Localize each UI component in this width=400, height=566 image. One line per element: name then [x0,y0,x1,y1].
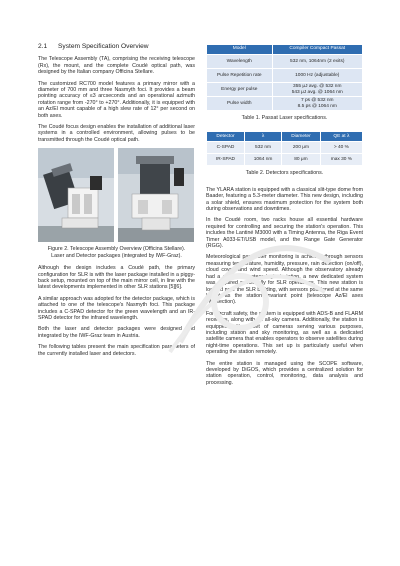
cell-line: 7 ps @ 532 nm [300,97,334,103]
cell-line: 543 μJ avg. @ 1064 nm [291,89,343,95]
cell-line: 8.5 ps @ 1064 nm [297,103,337,109]
telescope-photo-left [38,148,114,242]
left-column [38,44,195,362]
laser-spec-table [206,44,363,111]
paragraph: The following tables present the main specification parameters of the currently installed laser and detectors. [38,344,195,357]
table-header: QE at λ [320,132,362,142]
detector-spec-table [206,131,363,166]
paragraph: In the Coudé room, two racks house all essential hardware required for controlling and securing the station's operation. This includes the Lantiné M3000 with a Timing Antenna, the Riga Event Timer A033-ET/USB model, and the Range Gate Generator (RGG). [206,217,363,250]
table-row: Wavelength 532 nm, 1064nm (2 exits) [207,55,363,69]
table-header: Compiler Compact Passat [272,45,362,55]
table-caption: Table 2. Detectors specifications. [245,170,324,177]
table-row: IR-SPAD 1064 nm 80 μm max 30 % [207,154,363,166]
telescope-photo-right [118,148,194,242]
paragraph: Meteorological parameter monitoring is achieved through sensors measuring temperature, humidity, pressure, rain detection (on/off), cloud cover, and wind speed. Although the observatory already had a complete meteorological station, a new dedicated system was acquired specifically for SLR operations. This new station is located near the SLR building, with sensors positioned at the same height as the station invariant point (telescope Az/El axes intersection). [206,254,363,306]
table-row: C-SPAD 532 nm 200 μm > 40 % [207,142,363,154]
paragraph: The entire station is managed using the SCOPE software, developed by DiGOS, which provides a centralized solution for station operation, control, monitoring, data analysis and processing. [206,360,363,386]
paragraph: Both the laser and detector packages were designed and integrated by the IWF-Graz team in Austria. [38,326,195,339]
table-header: λ [244,132,281,142]
table-caption: Table 1. Passat Laser specifications. [241,115,328,121]
figure-photos [38,148,195,242]
table-row: Energy per pulse 355 μJ avg. @ 532 nm 543 μJ avg. @ 1064 nm [207,83,363,97]
paragraph: For aircraft safety, the system is equipped with ADS-B and FLARM receivers, along with an all-sky camera. Additionally, the station is equipped with a set of cameras serving various purposes, including station and sky monitoring, as well as a dedicated satellite camera that enables operators to observe satellites during night-time operations. This set up is particularly useful when operating the station remotely. [206,310,363,356]
section-heading: 2.1 System Specification Overview [38,43,149,50]
paragraph: The customized RC700 model features a primary mirror with a diameter of 700 mm and three Nasmyth foci. It provides a beam pointing accuracy of ≤3 arcseconds and an operational azimuth rotation range from -270° to +270°. Additionally, it is equipped with an Az/El mount capable of a high slew rate of 12° per second on both axes. [38,80,195,119]
figure-caption: Figure 2. Telescope Assembly Overview (Officina Stellare). Laser and Detector packages (integrated by IWF-Graz). [47,246,186,259]
multiline-cell [272,97,362,111]
multiline-cell [272,83,362,97]
paragraph: Although the design includes a Coudé path, the primary configuration for SLR is with the laser package installed in a piggy-back setup, mounted on top of the main mirror cell, in line with the latest developments implemented in other SLR stations [5][6]. [38,265,195,291]
cell-line: 355 μJ avg. @ 532 nm [293,83,342,89]
table-header: Diameter [282,132,321,142]
paragraph: The YLARA station is equipped with a classical slit-type dome from Baader, featuring a 5.3-meter diameter. This new design, including a solar shield, ensures maximum protection for the system both during observations and downtimes. [206,186,363,213]
table-row: Pulse width 7 ps @ 532 nm 8.5 ps @ 1064 nm [207,97,363,111]
paragraph: The Coudé focus design enables the installation of additional laser systems in a controlled environment, allowing pulses to be transmitted through the Coudé optical path. [38,124,195,143]
right-column [206,44,363,391]
table-header: Model [207,45,273,55]
table-row: Pulse Repetition rate 1000 Hz (adjustable) [207,69,363,83]
paragraph: The Telescope Assembly (TA), comprising the receiving telescope (Rx), the mount, and the complete Coudé optical path, was designed by the Italian company Officina Stellare. [38,56,195,76]
table-header: Detector [207,132,245,142]
paragraph: A similar approach was adopted for the detector package, which is attached to one of the telescope's Nasmyth foci. This package includes a C-SPAD detector for the green wavelength and an IR-SPAD detector for the infrared wavelength. [38,295,195,321]
